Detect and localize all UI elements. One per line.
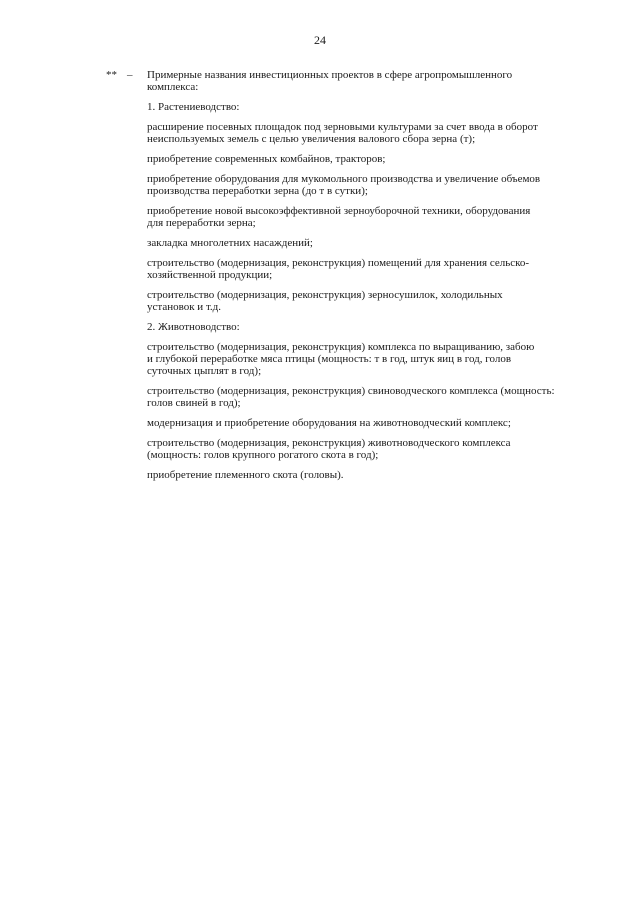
footnote-intro: Примерные названия инвестиционных проектов в сфере агропромышленного комплекса: [147, 69, 513, 93]
page-number: 24 [314, 33, 326, 47]
list-item: строительство (модернизация, реконструкция) свиноводческого комплекса (мощность: голов свиней в год); [147, 385, 555, 409]
list-item: модернизация и приобретение оборудования на животноводческий комплекс; [147, 417, 511, 429]
section-heading-crop-production: 1. Растениеводство: [147, 101, 240, 113]
footnote-content [147, 69, 609, 489]
footnote-dash: – [127, 69, 133, 81]
list-item: расширение посевных площадок под зерновыми культурами за счет ввода в оборот неиспользуемых земель с целью увеличения валового сбора зерна (т); [147, 121, 538, 145]
list-item: закладка многолетних насаждений; [147, 237, 313, 249]
list-item: приобретение современных комбайнов, тракторов; [147, 153, 386, 165]
list-item: строительство (модернизация, реконструкция) животноводческого комплекса (мощность: голов крупного рогатого скота в год); [147, 437, 511, 461]
footnote-marker: ** [106, 69, 117, 81]
list-item: приобретение новой высокоэффективной зерноуборочной техники, оборудования для переработки зерна; [147, 205, 531, 229]
section-heading-livestock: 2. Животноводство: [147, 321, 240, 333]
list-item: строительство (модернизация, реконструкция) помещений для хранения сельско- хозяйственной продукции; [147, 257, 530, 281]
list-item: строительство (модернизация, реконструкция) зерносушилок, холодильных установок и т.д. [147, 289, 503, 313]
list-item: приобретение оборудования для мукомольного производства и увеличение объемов производства переработки зерна (до т в сутки); [147, 173, 541, 197]
list-item: строительство (модернизация, реконструкция) комплекса по выращиванию, забою и глубокой переработке мяса птицы (мощность: т в год, штук яиц в год, голов суточных цыплят в год); [147, 341, 535, 377]
list-item: приобретение племенного скота (головы). [147, 469, 344, 481]
